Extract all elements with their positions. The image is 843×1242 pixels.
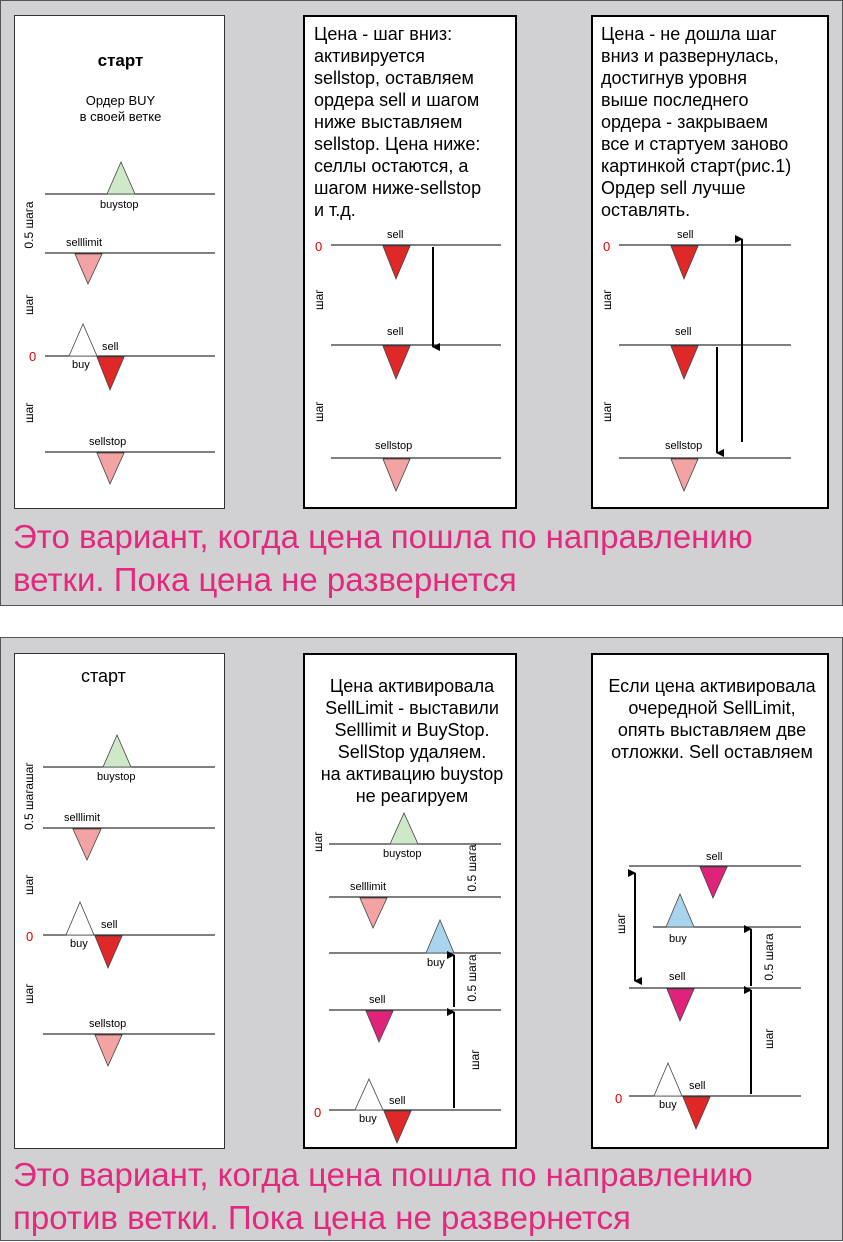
zero-level-label: 0: [314, 1105, 322, 1120]
sell-triangle: [667, 989, 694, 1021]
sell-label: sell: [387, 326, 404, 338]
buystop-triangle: [103, 735, 131, 767]
buy-label: buy: [669, 933, 687, 945]
buy-triangle: [66, 902, 94, 935]
panel-title: старт: [81, 666, 126, 686]
half-step-axis-label: 0.5 шагашаг: [22, 762, 36, 830]
zero-level-label: 0: [315, 239, 323, 254]
top-panel-step-down: [303, 15, 517, 509]
bottom-section: [0, 637, 843, 1241]
step-axis-label: шаг: [600, 289, 614, 310]
zero-level-label: 0: [615, 1091, 623, 1106]
selllimit-triangle: [73, 829, 101, 860]
sell-triangle: [683, 1097, 710, 1129]
buystop-label: buystop: [100, 199, 139, 211]
sell-triangle: [383, 346, 410, 379]
half-step-axis-label: 0.5 шага: [22, 201, 36, 249]
reversal-diagram: [593, 17, 831, 511]
sell-label: sell: [101, 919, 118, 931]
sell-label: sell: [689, 1080, 706, 1092]
step-axis-label: шаг: [312, 401, 326, 422]
sell-label: sell: [389, 1095, 406, 1107]
top-section: [0, 0, 843, 606]
step-axis-label: шаг: [468, 1049, 482, 1070]
sell-label: sell: [669, 971, 686, 983]
buy-triangle: [69, 324, 97, 356]
sell-triangle: [384, 1111, 411, 1143]
section-caption: Это вариант, когда цена пошла по направлению ветки. Пока цена не развернется: [13, 518, 753, 598]
panel-description: Если цена активировала очередной SellLimit, опять выставляем две отложки. Sell оставляем: [608, 676, 816, 762]
bottom-panel-next-selllimit: [591, 653, 829, 1149]
next-selllimit-diagram: [593, 655, 831, 1151]
buy-label: buy: [70, 938, 88, 950]
sell-triangle: [671, 246, 698, 279]
sell-triangle: [95, 936, 122, 968]
bottom-panel-selllimit: [303, 653, 517, 1149]
buystop-label: buystop: [383, 848, 422, 860]
sell-triangle: [366, 1011, 393, 1042]
step-axis-label: шаг: [22, 983, 36, 1004]
selllimit-triangle: [360, 898, 387, 928]
buy-label: buy: [427, 957, 445, 969]
sellstop-label: sellstop: [89, 1018, 127, 1030]
half-step-axis-label: 0.5 шага: [465, 954, 479, 1002]
sell-label: sell: [102, 341, 119, 353]
step-axis-label: шаг: [614, 913, 628, 934]
step-axis-label: шаг: [600, 401, 614, 422]
buy-label: buy: [359, 1113, 377, 1125]
sellstop-triangle: [95, 1035, 122, 1066]
sell-triangle: [671, 346, 698, 379]
top-panel-start: [14, 15, 225, 509]
panel-subtitle: Ордер BUY: [85, 93, 156, 108]
sell-triangle: [97, 357, 124, 390]
buy-triangle: [666, 894, 694, 927]
sellstop-label: sellstop: [89, 436, 127, 448]
zero-level-label: 0: [26, 929, 34, 944]
sell-label: sell: [387, 229, 404, 241]
step-axis-label: шаг: [22, 874, 36, 895]
buystop-triangle: [390, 813, 418, 844]
buy-label: buy: [659, 1099, 677, 1111]
sell-label: sell: [706, 851, 723, 863]
selllimit-label: selllimit: [64, 812, 101, 824]
step-axis-label: шаг: [312, 289, 326, 310]
buy-triangle: [355, 1079, 383, 1110]
buy-triangle: [654, 1063, 682, 1096]
buystop-label: buystop: [97, 771, 136, 783]
buy-label: buy: [72, 359, 90, 371]
sell-label: sell: [677, 229, 694, 241]
selllimit-label: selllimit: [350, 881, 387, 893]
selllimit-triangle: [75, 254, 102, 284]
sell-label: sell: [369, 994, 386, 1006]
sellstop-label: sellstop: [375, 440, 413, 452]
sellstop-triangle: [671, 459, 698, 491]
half-step-axis-label: 0.5 шага: [762, 933, 776, 981]
zero-level-label: 0: [603, 239, 611, 254]
panel-description: Цена - не дошла шаг вниз и развернулась, достигнув уровня выше последнего ордера - закрываем все и стартуем заново картинкой старт(рис.1) Ордер sell лучше оставлять.: [601, 24, 792, 220]
sellstop-triangle: [383, 459, 410, 491]
section-caption: Это вариант, когда цена пошла по направлению против ветки. Пока цена не развернется: [13, 1156, 753, 1236]
start-diagram: [15, 654, 226, 1150]
panel-subtitle: в своей ветке: [79, 109, 162, 124]
zero-level-label: 0: [29, 349, 37, 364]
selllimit-diagram: [305, 655, 519, 1151]
step-axis-label: шаг: [762, 1028, 776, 1049]
sellstop-triangle: [97, 453, 124, 484]
step-axis-label: шаг: [22, 294, 36, 315]
step-down-diagram: [305, 17, 519, 511]
top-panel-reversal: [591, 15, 829, 509]
sell-triangle: [700, 867, 727, 898]
bottom-panel-start: [14, 653, 225, 1149]
sellstop-label: sellstop: [665, 440, 703, 452]
sell-label: sell: [675, 326, 692, 338]
selllimit-label: selllimit: [66, 237, 103, 249]
sell-triangle: [383, 246, 410, 279]
panel-description: Цена - шаг вниз: активируется sellstop, оставляем ордера sell и шагом ниже выставляем sellstop. Цена ниже: селлы остаются, а шагом ниже-sellstop и т.д.: [314, 24, 482, 220]
buy-triangle: [426, 920, 454, 953]
step-axis-label: шаг: [22, 402, 36, 423]
half-step-axis-label: 0.5 шага: [465, 844, 479, 892]
panel-description: Цена активировала SellLimit - выставили Selllimit и BuyStop. SellStop удаляем. на активацию buystop не реагируем: [320, 676, 504, 806]
panel-title: старт: [97, 51, 144, 70]
step-axis-label: шаг: [311, 831, 325, 852]
buystop-triangle: [107, 162, 135, 194]
